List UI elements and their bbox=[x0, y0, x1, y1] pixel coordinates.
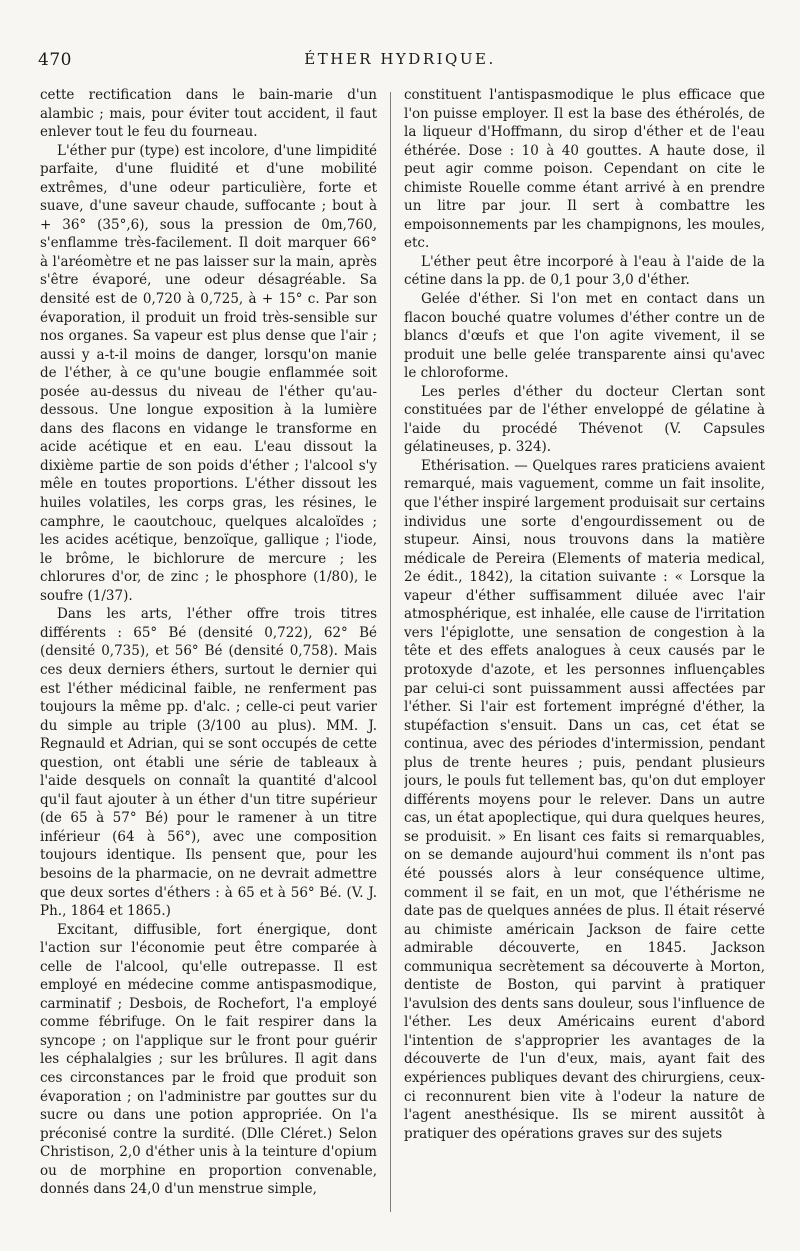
page-number: 470 bbox=[38, 50, 72, 70]
paragraph: Les perles d'éther du docteur Clertan sont constituées par de l'éther enveloppé de gélatine à l'aide du procédé Thévenot (V. Capsules gélatineuses, p. 324). bbox=[404, 383, 765, 456]
right-column bbox=[404, 86, 765, 1214]
paragraph: Ethérisation. — Quelques rares praticiens avaient remarqué, mais vaguement, comme un fait insolite, que l'éther inspiré largement produisait sur certains individus une sorte d'engourdissement ou de stupeur. Ainsi, nous trouvons dans la matière médicale de Pereira (Elements of materia medical, 2e édit., 1842), la citation suivante : « Lorsque la vapeur d'éther suffisamment diluée avec l'air atmosphérique, est inhalée, elle cause de l'irritation vers l'épiglotte, une sensation de congestion à la tête et des effets analogues à ceux causés par le protoxyde d'azote, et les personnes influençables par celui-ci sont puissamment aussi affectées par l'éther. Si l'air est fortement imprégné d'éther, la stupéfaction s'ensuit. Dans un cas, cet état se continua, avec des périodes d'intermission, pendant plus de trente heures ; puis, pendant plusieurs jours, le pouls fut tellement bas, qu'on dut employer différents moyens pour le relever. Dans un autre cas, un état apoplectique, qui dura quelques heures, se produisit. » En lisant ces faits si remarquables, on se demande aujourd'hui comment ils n'ont pas été poussés alors à leur conséquence ultime, comment il se fait, en un mot, que l'éthérisme ne date pas de quelques années de plus. Il était réservé au chimiste américain Jackson de faire cette admirable découverte, en 1845. Jackson communiqua secrètement sa découverte à Morton, dentiste de Boston, qui parvint à pratiquer l'avulsion des dents sans douleur, sous l'influence de l'éther. Les deux Américains eurent d'abord l'intention de s'approprier les avantages de la découverte de l'un d'eux, mais, ayant fait des expériences publiques devant des chirurgiens, ceux-ci reconnurent bien vite à l'odeur la nature de l'agent anesthésique. Ils se mirent aussitôt à pratiquer des opérations graves sur des sujets bbox=[404, 457, 765, 1142]
page-header bbox=[38, 50, 762, 76]
paragraph: L'éther pur (type) est incolore, d'une limpidité parfaite, d'une fluidité et d'une mobilité extrêmes, d'une odeur particulière, forte et suave, d'une saveur chaude, suffocante ; bout à + 36° (35°,6), sous la pression de 0m,760, s'enflamme très-facilement. Il doit marquer 66° à l'aréomètre et ne pas laisser sur la main, après s'être évaporé, une odeur désagréable. Sa densité est de 0,720 à 0,725, à + 15° c. Par son évaporation, il produit un froid très-sensible sur nos organes. Sa vapeur est plus dense que l'air ; aussi y a-t-il moins de danger, lorsqu'on manie de l'éther, à ce qu'une bougie enflammée soit posée au-dessus du niveau de l'éther qu'au-dessous. Une longue exposition à la lumière dans des flacons en vidange le transforme en acide acétique et en eau. L'eau dissout la dixième partie de son poids d'éther ; l'alcool s'y mêle en toutes proportions. L'éther dissout les huiles volatiles, les corps gras, les résines, le camphre, le caoutchouc, quelques alcaloïdes ; les acides acétique, benzoïque, gallique ; l'iode, le brôme, le bichlorure de mercure ; les chlorures d'or, de zinc ; le phosphore (1/80), le soufre (1/37). bbox=[40, 142, 377, 604]
paragraph: L'éther peut être incorporé à l'eau à l'aide de la cétine dans la pp. de 0,1 pour 3,0 d'éther. bbox=[404, 253, 765, 289]
paragraph: Dans les arts, l'éther offre trois titres différents : 65° Bé (densité 0,722), 62° Bé (densité 0,735), et 56° Bé (densité 0,758). Mais ces deux derniers éthers, surtout le dernier qui est l'éther médicinal faible, ne renferment pas toujours la même pp. d'alc. ; celle-ci peut varier du simple au triple (3/100 au plus). MM. J. Regnauld et Adrian, qui se sont occupés de cette question, ont établi une série de tableaux à l'aide desquels on connaît la quantité d'alcool qu'il faut ajouter à un éther d'un titre supérieur (de 65 à 57° Bé) pour le ramener à un titre inférieur (64 à 56°), avec une composition toujours identique. Ils pensent que, pour les besoins de la pharmacie, on ne devrait admettre que deux sortes d'éthers : à 65 et à 56° Bé. (V. J. Ph., 1864 et 1865.) bbox=[40, 606, 377, 920]
paragraph: constituent l'antispasmodique le plus efficace que l'on puisse employer. Il est la base des éthérolés, de la liqueur d'Hoffmann, du sirop d'éther et de l'eau éthérée. Dose : 10 à 40 gouttes. A haute dose, il peut agir comme poison. Cependant on cite le chimiste Rouelle comme étant arrivé à en prendre un litre par jour. Il sert à combattre les empoisonnements par les champignons, les moules, etc. bbox=[404, 87, 765, 252]
paragraph: Gelée d'éther. Si l'on met en contact dans un flacon bouché quatre volumes d'éther contre un de blancs d'œufs et que l'on agite vivement, il se produit une belle gelée transparente ainsi qu'avec le chloroforme. bbox=[404, 291, 765, 382]
running-head: ÉTHER HYDRIQUE. bbox=[304, 50, 496, 68]
column-divider bbox=[390, 92, 391, 1212]
paragraph: cette rectification dans le bain-marie d'un alambic ; mais, pour éviter tout accident, il faut enlever tout le feu du fourneau. bbox=[40, 87, 377, 141]
paragraph: Excitant, diffusible, fort énergique, dont l'action sur l'économie peut être comparée à celle de l'alcool, qu'elle outrepasse. Il est employé en médecine comme antispasmodique, carminatif ; Desbois, de Rochefort, l'a employé comme fébrifuge. On le fait respirer dans la syncope ; on l'applique sur le front pour guérir les céphalalgies ; sur les brûlures. Il agit dans ces circonstances par le froid que produit son évaporation ; on l'administre par gouttes sur du sucre ou dans une potion appropriée. On l'a préconisé contre la surdité. (Dlle Cléret.) Selon Christison, 2,0 d'éther unis à la teinture d'opium ou de morphine en proportion convenable, donnés dans 24,0 d'un menstrue simple, bbox=[40, 921, 377, 1198]
left-column bbox=[40, 86, 377, 1214]
